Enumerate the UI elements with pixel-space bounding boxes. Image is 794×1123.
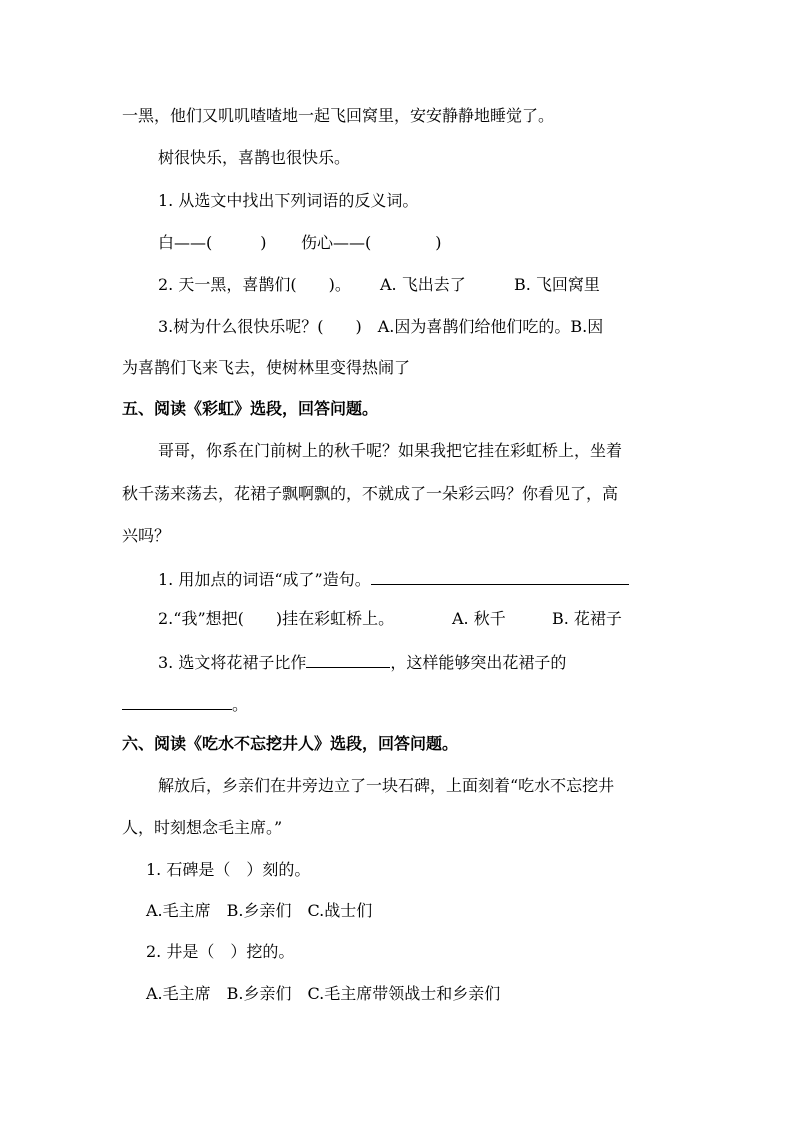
passage-line: 解放后，乡亲们在井旁边立了一块石碑，上面刻着“吃水不忘挖井 [158, 776, 615, 795]
answer-blank[interactable] [371, 568, 629, 585]
question-3-line: 为喜鹊们飞来飞去，使树林里变得热闹了 [122, 358, 411, 377]
question-1-make-sentence [158, 568, 794, 590]
passage-line: 哥哥，你系在门前树上的秋千呢？如果我把它挂在彩虹桥上，坐着 [158, 441, 623, 460]
question-1-title: 1. 从选文中找出下列词语的反义词。 [158, 191, 419, 210]
question-text: ，这样能够突出花裙子的 [390, 653, 567, 672]
passage-line: 兴吗？ [122, 526, 171, 545]
question-text: 1. 用加点的词语“成了”造句。 [158, 570, 371, 589]
question-end: 。 [232, 695, 249, 714]
antonym-item-sad: 伤心——( ) [301, 233, 442, 252]
question-2-option-a: A. 飞出去了 [380, 275, 466, 294]
paragraph-line: 树很快乐，喜鹊也很快乐。 [158, 148, 351, 167]
question-2-stem: 2. 井是（ ）挖的。 [146, 942, 295, 961]
question-3-line [122, 693, 794, 715]
question-3-line [158, 651, 794, 673]
passage-line: 人，时刻想念毛主席。” [122, 818, 283, 837]
question-2-stem: 2. 天一黑，喜鹊们( )。 [158, 275, 351, 294]
question-1-options: A.毛主席 B.乡亲们 C.战士们 [146, 901, 373, 920]
question-2-option-a: A. 秋千 [452, 609, 506, 628]
passage-line: 秋千荡来荡去，花裙子飘啊飘的，不就成了一朵彩云吗？你看见了，高 [122, 484, 619, 503]
question-3-line: 3.树为什么很快乐呢？( ) A.因为喜鹊们给他们吃的。B.因 [158, 317, 604, 336]
question-2-options: A.毛主席 B.乡亲们 C.毛主席带领战士和乡亲们 [146, 984, 501, 1003]
answer-blank[interactable] [306, 651, 390, 668]
antonym-item-white: 白——( ) [158, 233, 267, 252]
section-6-heading: 六、阅读《吃水不忘挖井人》选段，回答问题。 [122, 734, 459, 753]
question-text: 3. 选文将花裙子比作 [158, 653, 307, 672]
question-2-option-b: B. 花裙子 [552, 609, 622, 628]
question-1-stem: 1. 石碑是（ ）刻的。 [146, 860, 311, 879]
section-5-heading: 五、阅读《彩虹》选段，回答问题。 [122, 399, 379, 418]
question-2-option-b: B. 飞回窝里 [514, 275, 600, 294]
answer-blank[interactable] [122, 693, 232, 710]
paragraph-line: 一黑，他们又叽叽喳喳地一起飞回窝里，安安静静地睡觉了。 [122, 106, 555, 125]
question-2-stem: 2.“我”想把( )挂在彩虹桥上。 [158, 609, 395, 628]
